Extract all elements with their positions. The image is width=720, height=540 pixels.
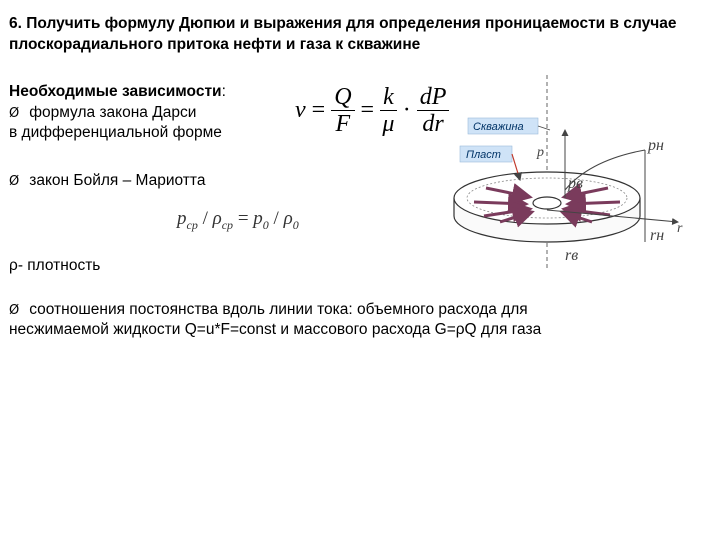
formula-k: k xyxy=(380,84,397,111)
formula-dP: dP xyxy=(417,84,450,111)
sub-sr: ср xyxy=(186,217,198,232)
formula-v: v xyxy=(295,97,306,123)
section-heading-colon: : xyxy=(221,83,226,100)
boyle-line: закон Бойля – Мариотта xyxy=(29,172,206,189)
continuity-line2: несжимаемой жидкости Q=u*F=const и массового расхода G=ρQ для газа xyxy=(9,321,542,338)
fraction-q-f xyxy=(331,84,354,137)
r-label: r xyxy=(677,221,683,236)
continuity-line1: соотношения постоянства вдоль линии тока: объемного расхода для xyxy=(29,301,528,318)
slide-title: 6. Получить формулу Дюпюи и выражения для определения проницаемости в случае плоскорадиального притока нефти и газа к скважине xyxy=(9,15,677,53)
pn-label: pн xyxy=(648,137,664,154)
density-note: ρ- плотность xyxy=(9,257,101,274)
bullet-icon: Ø xyxy=(9,106,20,121)
fraction-k-mu xyxy=(380,84,397,137)
section-heading-text: Необходимые зависимости xyxy=(9,83,222,100)
darcy-line1: формула закона Дарси xyxy=(29,104,197,121)
formula-p-sr: p xyxy=(177,208,187,229)
well-icon xyxy=(533,197,561,209)
section-heading xyxy=(9,82,226,102)
bullet-icon: Ø xyxy=(9,303,20,318)
darcy-formula xyxy=(295,84,449,137)
darcy-line2: в дифференциальной форме xyxy=(9,124,222,141)
formula-rho-sr: ρ xyxy=(212,208,222,229)
formula-eq2: = xyxy=(360,97,375,123)
formula-p0: p xyxy=(253,208,263,229)
formula-mu: μ xyxy=(382,111,395,137)
formula-Q: Q xyxy=(331,84,354,111)
well-label: Скважина xyxy=(473,121,524,133)
sub-0: 0 xyxy=(262,217,269,232)
continuity-bullet xyxy=(9,300,528,321)
boyle-formula xyxy=(177,208,299,233)
rn-label: rн xyxy=(650,227,665,244)
formula-slash: / xyxy=(268,208,284,229)
formula-F: F xyxy=(335,111,351,137)
formula-eq1: = xyxy=(311,97,326,123)
darcy-bullet xyxy=(9,103,196,124)
rv-label: rв xyxy=(565,247,579,264)
sub-0: 0 xyxy=(292,217,299,232)
reservoir-disc xyxy=(454,172,640,242)
sub-sr: ср xyxy=(221,217,234,232)
formula-eq: = xyxy=(233,208,254,229)
p-label: p xyxy=(537,145,544,160)
formula-dr: dr xyxy=(422,111,444,137)
layer-label: Пласт xyxy=(466,149,501,161)
formula-slash: / xyxy=(197,208,213,229)
formula-dot: · xyxy=(402,97,411,123)
bullet-icon: Ø xyxy=(9,174,20,189)
boyle-bullet xyxy=(9,171,205,192)
radial-flow-diagram xyxy=(440,70,715,270)
formula-rho0: ρ xyxy=(283,208,293,229)
pv-label: pв xyxy=(568,175,583,192)
